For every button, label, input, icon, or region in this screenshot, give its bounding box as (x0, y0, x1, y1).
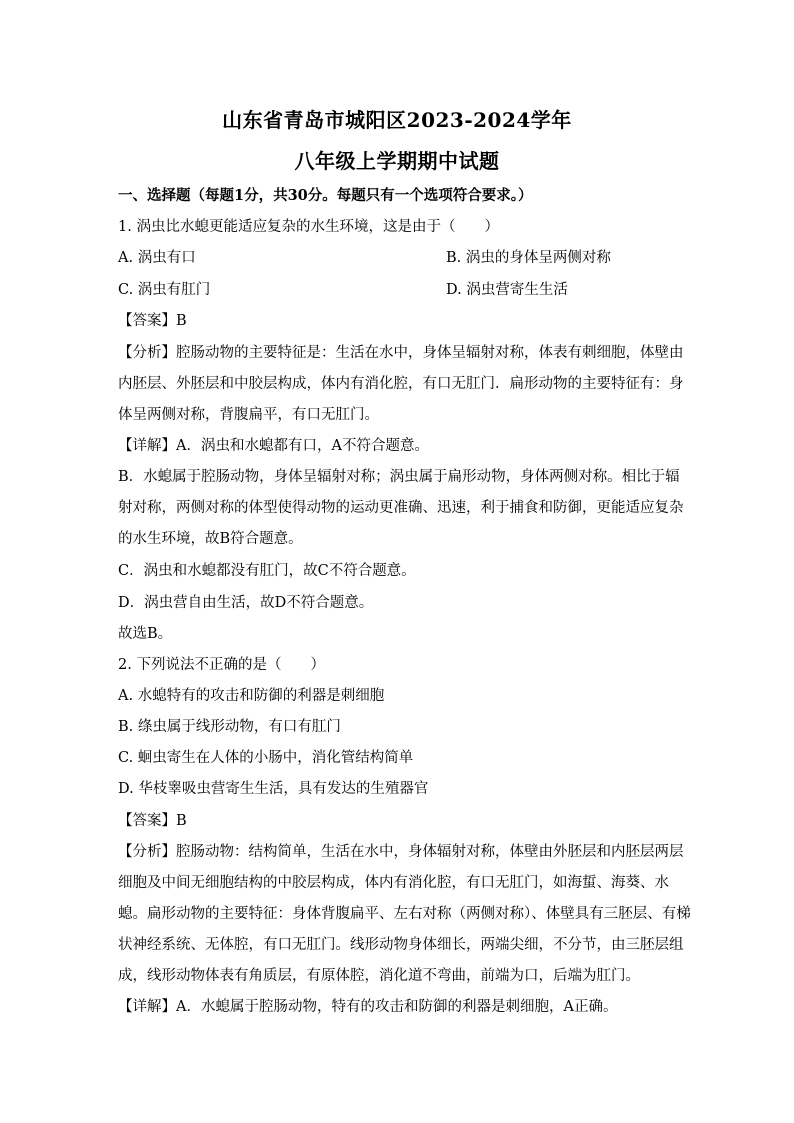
q1-answer: 【答案】B (118, 313, 187, 329)
q2-analysis-line: 状神经系统、无体腔，有口无肛门。线形动物身体细长，两端尖细，不分节，由三胚层组 (118, 937, 684, 953)
q1-detail-line: C．涡虫和水螅都没有肛门，故C不符合题意。 (118, 563, 416, 579)
q1-stem: 1. 涡虫比水螅更能适应复杂的水生环境，这是由于（ ） (118, 219, 499, 235)
q1-option-b: B. 涡虫的身体呈两侧对称 (446, 250, 611, 266)
q2-stem: 2. 下列说法不正确的是（ ） (118, 657, 325, 673)
q1-option-c: C. 涡虫有肛门 (118, 282, 211, 298)
q1-analysis-line: 体呈两侧对称，背腹扁平，有口无肛门。 (118, 407, 379, 423)
q2-option-a: A. 水螅特有的攻击和防御的利器是刺细胞 (118, 688, 385, 704)
q2-option-b: B. 绦虫属于线形动物，有口有肛门 (118, 719, 341, 735)
q2-answer: 【答案】B (118, 813, 187, 829)
q2-analysis-line: 成，线形动物体表有角质层，有原体腔，消化道不弯曲，前端为口，后端为肛门。 (118, 968, 640, 984)
q1-detail-line: B．水螅属于腔肠动物，身体呈辐射对称；涡虫属于扁形动物，身体两侧对称。相比于辐 (118, 469, 680, 485)
q1-detail-line: 射对称，两侧对称的体型使得动物的运动更准确、迅速，利于捕食和防御，更能适应复杂 (118, 500, 684, 516)
document-title: 山东省青岛市城阳区2023-2024学年 (222, 108, 572, 132)
document-subtitle: 八年级上学期期中试题 (294, 149, 500, 173)
q1-detail-line: 的水生环境，故B符合题意。 (118, 531, 303, 547)
q1-detail-line: 【详解】A．涡虫和水螅都有口，A不符合题意。 (118, 438, 429, 454)
q1-detail-line: D．涡虫营自由生活，故D不符合题意。 (118, 595, 374, 611)
q1-option-a: A. 涡虫有口 (118, 250, 196, 266)
q2-analysis-line: 【分析】腔肠动物：结构简单，生活在水中，身体辐射对称，体壁由外胚层和内胚层两层 (118, 844, 684, 860)
q2-option-c: C. 蛔虫寄生在人体的小肠中，消化管结构简单 (118, 750, 414, 766)
section-heading: 一、选择题（每题1分，共30分。每题只有一个选项符合要求。） (118, 187, 533, 204)
q1-analysis-line: 内胚层、外胚层和中胶层构成，体内有消化腔，有口无肛门．扁形动物的主要特征有：身 (118, 376, 684, 392)
q2-analysis-line: 细胞及中间无细胞结构的中胶层构成，体内有消化腔，有口无肛门，如海蜇、海葵、水 (118, 875, 669, 891)
q2-option-d: D. 华枝睾吸虫营寄生生活，具有发达的生殖器官 (118, 781, 429, 797)
q2-detail-line: 【详解】A．水螅属于腔肠动物，特有的攻击和防御的利器是刺细胞，A正确。 (118, 999, 618, 1015)
q1-conclusion: 故选B。 (118, 626, 173, 642)
q2-analysis-line: 螅。扁形动物的主要特征：身体背腹扁平、左右对称（两侧对称）、体壁具有三胚层、有梯 (118, 906, 691, 922)
q1-analysis-line: 【分析】腔肠动物的主要特征是：生活在水中，身体呈辐射对称，体表有刺细胞，体壁由 (118, 345, 684, 361)
q1-option-d: D. 涡虫营寄生生活 (446, 282, 568, 298)
